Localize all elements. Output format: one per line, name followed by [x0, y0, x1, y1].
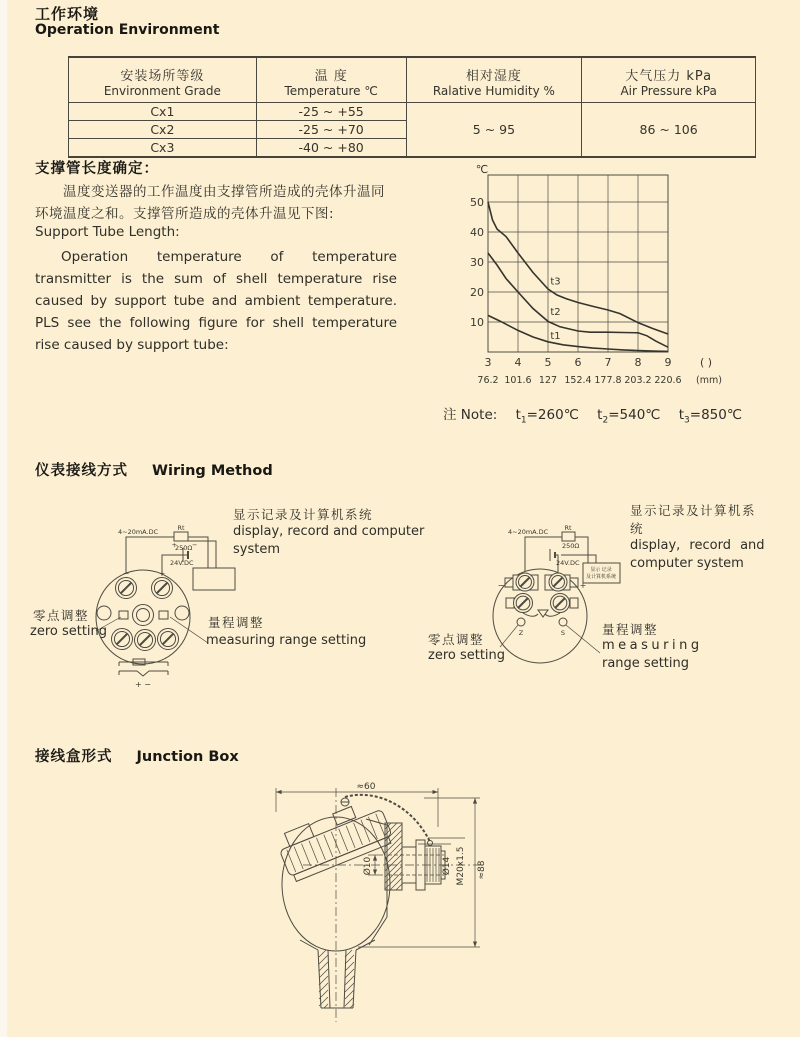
- battery-voltage-label: 24V.DC: [170, 559, 194, 567]
- junction-dimensions: [276, 782, 487, 947]
- svg-text:10: 10: [470, 316, 484, 329]
- svg-text:40: 40: [470, 226, 484, 239]
- note-t1: $t_1=260℃$: [515, 407, 579, 426]
- svg-text:152.4: 152.4: [564, 375, 592, 386]
- note-t2: $t_2=540℃$: [597, 407, 661, 426]
- note-label: 注 Note:: [443, 407, 498, 423]
- bottom-polarity-label: + −: [135, 680, 151, 689]
- supply-label: 4~20mA.DC: [508, 528, 549, 536]
- support-tube-para-zh-line1: 温度变送器的工作温度由支撑管所造成的壳体升温同: [63, 184, 385, 200]
- table-row: [69, 103, 756, 121]
- svg-text:4: 4: [514, 356, 522, 369]
- dim-height-label: ≈88: [477, 860, 487, 880]
- shell-temperature-rise-chart: [468, 163, 786, 395]
- svg-text:177.8: 177.8: [594, 375, 622, 386]
- wiring-diagram-right: [420, 495, 635, 705]
- svg-text:t2: t2: [550, 307, 561, 319]
- resistor-label: 250Ω: [562, 542, 580, 550]
- terminal-plus-label: +: [579, 581, 587, 590]
- svg-text:20: 20: [470, 286, 484, 299]
- junction-neck: [300, 940, 375, 1008]
- dim-d10-label: Ø10: [363, 856, 373, 876]
- environment-table-header-row: [69, 57, 756, 103]
- chart-curve-labels: [550, 277, 560, 343]
- left-range-setting-zh: 量程调整: [208, 615, 265, 630]
- right-range-setting-en2: range setting: [602, 656, 690, 671]
- left-display-system-en2: system: [233, 542, 280, 557]
- support-tube-para-zh-line2: 环境温度之和。支撑管所造成的壳体升温见下图:: [35, 206, 335, 222]
- right-display-system-en2: computer system: [630, 556, 744, 571]
- right-zero-setting-zh: 零点调整: [428, 632, 485, 647]
- wiring-method-heading: 仪表接线方式 Wiring Method: [35, 463, 273, 479]
- svg-text:3: 3: [484, 356, 492, 369]
- support-tube-heading-zh: 支撑管长度确定：: [35, 161, 159, 177]
- chart-gridlines: [488, 175, 668, 352]
- svg-text:8: 8: [634, 356, 642, 369]
- grade-cell: Cx2: [69, 121, 257, 139]
- right-zero-setting-en: zero setting: [428, 648, 506, 663]
- chart-y-axis-unit: ℃: [475, 163, 489, 176]
- zero-terminal-z: Z: [518, 629, 524, 637]
- pressure-cell: 86 ~ 106: [582, 103, 756, 158]
- right-display-system-zh2: 统: [630, 521, 645, 536]
- svg-text:t3: t3: [550, 276, 561, 288]
- rt-label: Rt: [564, 524, 572, 532]
- display-box-line2: 及计算机系统: [585, 574, 617, 580]
- environment-table: [68, 56, 756, 158]
- right-range-setting-zh: 量程调整: [602, 622, 659, 637]
- svg-text:7: 7: [604, 356, 612, 369]
- display-box-line1: 显示 记录: [590, 567, 612, 573]
- left-zero-setting-en: zero setting: [30, 624, 108, 639]
- junction-box-drawing: [248, 782, 558, 1027]
- chart-x-unit-inch: ( ): [700, 356, 713, 369]
- support-tube-heading-en: Support Tube Length:: [35, 224, 180, 240]
- rt-label: Rt: [177, 524, 185, 532]
- dim-d14-label: Ø14: [442, 856, 452, 876]
- dim-width-label: ≈60: [356, 782, 376, 792]
- terminal-minus-label: −: [122, 569, 130, 578]
- svg-text:220.6: 220.6: [654, 375, 682, 386]
- col-header-air-pressure: 大气压力 kPa Air Pressure kPa: [582, 57, 756, 103]
- span-terminal-s: S: [560, 629, 566, 637]
- grade-cell: Cx1: [69, 103, 257, 121]
- col-header-humidity: 相对湿度 Ralative Humidity %: [406, 57, 582, 103]
- terminal-minus-label: −: [497, 581, 505, 590]
- battery-voltage-label: 24V.DC: [556, 559, 580, 567]
- junction-fitting: [385, 823, 445, 890]
- supply-label: 4~20mA.DC: [118, 528, 159, 536]
- right-display-system-en1: display, record and: [630, 538, 765, 553]
- left-diagram-wires: [96, 532, 235, 676]
- note-line: [443, 403, 742, 426]
- right-display-system-zh1: 显示记录及计算机系: [630, 503, 757, 518]
- note-t3: $t_3=850℃$: [678, 407, 743, 426]
- page-left-margin: [0, 0, 7, 1037]
- junction-box-heading: 接线盒形式 Junction Box: [35, 749, 239, 765]
- left-display-system-en1: display, record and computer: [233, 524, 425, 539]
- temp-cell: -25 ~ +55: [256, 103, 406, 121]
- svg-text:t1: t1: [550, 331, 561, 343]
- section-title-operation-environment-en: Operation Environment: [35, 22, 220, 38]
- right-range-setting-en1: measuring: [602, 638, 703, 653]
- svg-text:101.6: 101.6: [504, 375, 532, 386]
- temp-cell: -40 ~ +80: [256, 139, 406, 158]
- svg-text:9: 9: [664, 356, 672, 369]
- chart-y-tick-labels: [470, 196, 484, 329]
- temp-cell: -25 ~ +70: [256, 121, 406, 139]
- wiring-diagram-left: [30, 495, 235, 700]
- battery-plus: +: [171, 541, 177, 549]
- svg-text:6: 6: [574, 356, 582, 369]
- battery-minus: −: [192, 541, 198, 549]
- svg-text:50: 50: [470, 196, 484, 209]
- svg-text:127: 127: [538, 375, 558, 386]
- col-header-temperature: 温 度 Temperature ℃: [256, 57, 406, 103]
- svg-text:76.2: 76.2: [477, 375, 499, 386]
- humidity-cell: 5 ~ 95: [406, 103, 582, 158]
- svg-text:30: 30: [470, 256, 484, 269]
- left-display-system-zh: 显示记录及计算机系统: [233, 507, 374, 522]
- svg-text:203.2: 203.2: [624, 375, 652, 386]
- junction-head-outline: [280, 795, 433, 951]
- terminal-plus-label: +: [158, 569, 166, 578]
- chart-x-tick-labels: [477, 356, 681, 386]
- grade-cell: Cx3: [69, 139, 257, 158]
- section-title-operation-environment-zh: 工作环境: [35, 5, 100, 23]
- left-range-setting-en: measuring range setting: [206, 633, 367, 648]
- support-tube-para-en: Operation temperature of temperature transmitter is the sum of shell temperature rise caused by support tube and ambient temperature. PLS see the following figure for shell temperature rise caused by support tube:: [35, 249, 397, 353]
- col-header-environment-grade: 安装场所等级 Environment Grade: [69, 57, 257, 103]
- resistor-label: 250Ω: [175, 544, 193, 552]
- svg-text:5: 5: [544, 356, 552, 369]
- chart-x-unit-mm: (mm): [696, 375, 722, 386]
- left-zero-setting-zh: 零点调整: [33, 608, 90, 623]
- dim-thread-label: M20x1.5: [456, 846, 466, 886]
